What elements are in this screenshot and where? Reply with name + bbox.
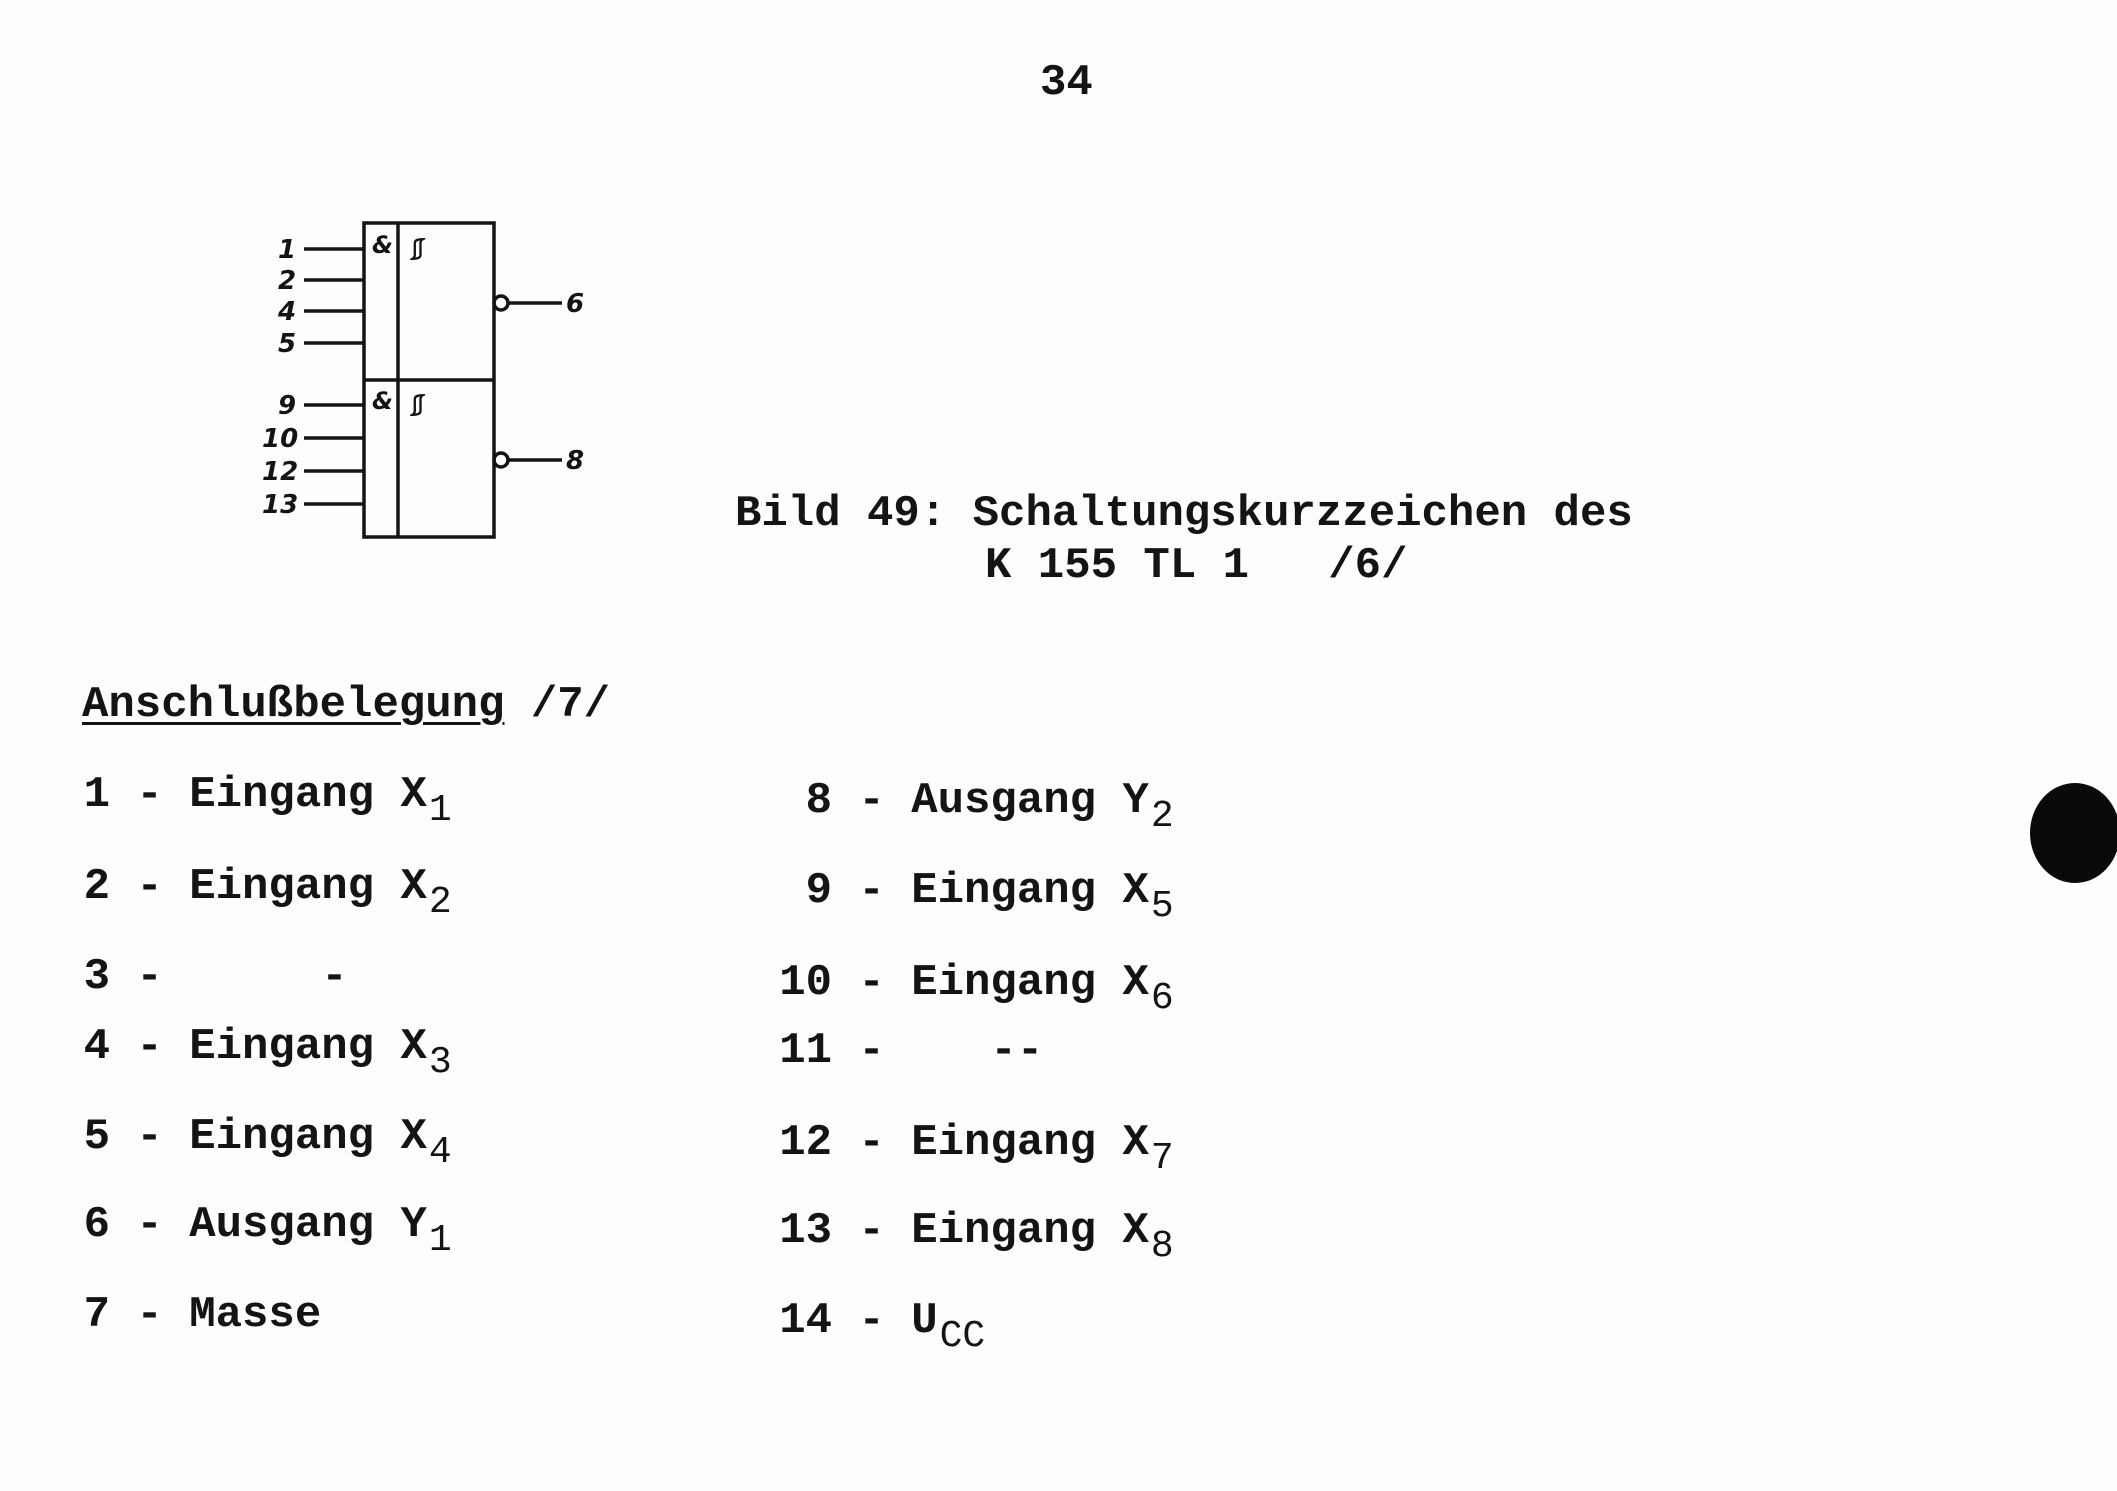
function-label-lower: &	[372, 387, 393, 415]
pin-assignment-row: 6 - Ausgang $Y_1$	[83, 1200, 452, 1262]
pin-label: 5	[278, 329, 297, 359]
pin-assignment-row: 10 - Eingang $X_6$	[779, 958, 1174, 1020]
pin-assignment-row: 4 - Eingang $X_3$	[83, 1022, 452, 1084]
pin-assignment-row: $14 - U_{CC}$	[779, 1296, 986, 1358]
section-reference: /7/	[530, 680, 611, 730]
figure-caption	[735, 488, 1633, 592]
inversion-bubble-lower	[494, 453, 508, 467]
caption-line-1: Bild 49: Schaltungskurzzeichen des	[735, 489, 1633, 539]
pin-assignment-row: 13 - Eingang $X_8$	[779, 1206, 1174, 1268]
page-number: 34	[1040, 58, 1093, 108]
pin-assignment-row: 8 - Ausgang $Y_2$	[805, 776, 1174, 838]
caption-line-2: K 155 TL 1 /6/	[985, 541, 1408, 591]
output-pin-label: 8	[566, 446, 585, 476]
pin-assignment-row: 9 - Eingang $X_5$	[805, 866, 1174, 928]
punch-hole	[2030, 783, 2117, 883]
schmitt-trigger-nand-diagram	[250, 215, 610, 545]
schmitt-symbol-lower: ⎎	[410, 388, 426, 423]
pin-label: 12	[262, 457, 299, 487]
inversion-bubble-upper	[494, 296, 508, 310]
pin-assignment-row: 12 - Eingang $X_7$	[779, 1118, 1174, 1180]
pin-assignment-row: 3 - -	[83, 952, 348, 1002]
pin-label: 1	[278, 235, 297, 265]
pin-assignment-row: 7 - Masse	[83, 1290, 322, 1340]
pin-label: 9	[278, 391, 297, 421]
section-title: Anschlußbelegung	[82, 680, 505, 730]
pin-label: 2	[278, 266, 297, 296]
schmitt-symbol-upper: ⎎	[410, 232, 426, 267]
pin-assignment-row: 2 - Eingang $X_2$	[83, 862, 452, 924]
pin-assignment-row: 1 - Eingang $X_1$	[83, 770, 452, 832]
function-label-upper: &	[372, 231, 393, 259]
pin-assignment-row: 11 - --	[779, 1026, 1044, 1076]
section-heading	[82, 680, 610, 730]
output-pin-label: 6	[566, 289, 585, 319]
pin-label: 4	[278, 297, 297, 327]
pin-label: 10	[262, 424, 299, 454]
pin-label: 13	[262, 490, 299, 520]
pin-assignment-row: 5 - Eingang $X_4$	[83, 1112, 452, 1174]
